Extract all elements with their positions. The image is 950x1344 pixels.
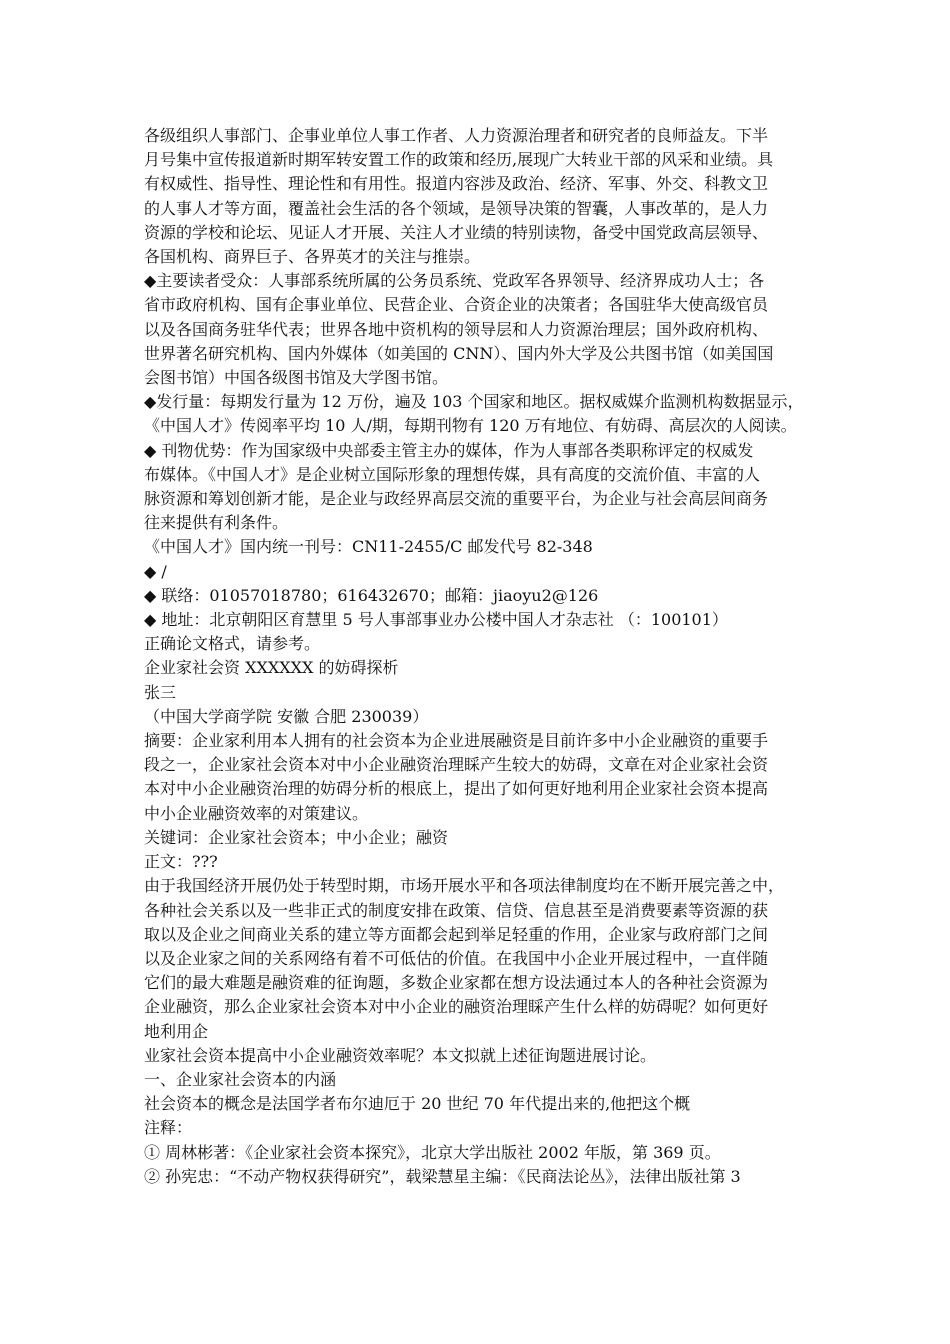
text-line-39: 业家社会资本提高中小企业融资效率呢？本文拟就上述征询题进展讨论。 — [144, 1045, 657, 1065]
text-line-8: 省市政府机构、国有企事业单位、民营企业、合资企业的决策者；各国驻华大使高级官员 — [144, 295, 769, 315]
text-line-28: 本对中小企业融资治理的妨碍分析的根底上，提出了如何更好地利用企业家社会资本提高 — [144, 779, 769, 799]
text-line-35: 以及企业家之间的关系网络有着不可低估的价值。在我国中小企业开展过程中，一直伴随 — [144, 948, 769, 968]
text-line-14: ◆ 刊物优势：作为国家级中央部委主管主办的媒体，作为人事部各类职称评定的权威发 — [144, 440, 754, 460]
text-line-29: 中小企业融资效率的对策建议。 — [144, 803, 369, 823]
text-line-27: 段之一，企业家社会资本对中小企业融资治理睬产生较大的妨碍，文章在对企业家社会资 — [144, 755, 769, 775]
text-line-4: 的人事人才等方面，覆盖社会生活的各个领域，是领导决策的智囊，人事改革的，是人力 — [144, 198, 769, 218]
text-line-40: 一、企业家社会资本的内涵 — [144, 1069, 337, 1089]
text-line-9: 以及各国商务驻华代表；世界各地中资机构的领导层和人力资源治理层；国外政府机构、 — [144, 319, 769, 339]
text-line-22: 正确论文格式，请参考。 — [144, 634, 321, 654]
text-line-6: 各国机构、商界巨子、各界英才的关注与推崇。 — [144, 247, 481, 267]
text-line-18: 《中国人才》国内统一刊号：CN11-2455/C 邮发代号 82-348 — [144, 537, 593, 557]
text-line-16: 脉资源和筹划创新才能，是企业与政经界高层交流的重要平台，为企业与社会高层间商务 — [144, 489, 769, 509]
text-line-10: 世界著名研究机构、国内外媒体（如美国的 CNN）、国内外大学及公共图书馆（如美国国 — [144, 343, 774, 363]
text-line-13: 《中国人才》传阅率平均 10 人/期，每期刊物有 120 万有地位、有妨碍、高层次的人阅读。 — [144, 416, 797, 436]
text-line-37: 企业融资，那么企业家社会资本对中小企业的融资治理睬产生什么样的妨碍呢？如何更好 — [144, 997, 769, 1017]
text-line-33: 各种社会关系以及一些非正式的制度安排在政策、信贷、信息甚至是消费要素等资源的获 — [144, 900, 769, 920]
text-line-12: ◆发行量：每期发行量为 12 万份，遍及 103 个国家和地区。据权威媒介监测机构数据显示， — [144, 392, 804, 412]
document-page — [144, 124, 818, 1189]
text-line-31: 正文：??? — [144, 852, 218, 872]
text-line-2: 月号集中宣传报道新时期军转安置工作的政策和经历,展现广大转业干部的风采和业绩。具 — [144, 150, 774, 170]
text-line-17: 往来提供有利条件。 — [144, 513, 289, 533]
text-line-32: 由于我国经济开展仍处于转型时期，市场开展水平和各项法律制度均在不断开展完善之中， — [144, 876, 785, 896]
text-line-21: ◆ 地址：北京朝阳区育慧里 5 号人事部事业办公楼中国人才杂志社 （：100101） — [144, 610, 728, 630]
text-line-38: 地利用企 — [144, 1021, 209, 1041]
text-line-42: 注释： — [144, 1118, 193, 1138]
text-line-25: （中国大学商学院 安徽 合肥 230039） — [144, 706, 429, 726]
text-line-44: ② 孙宪忠：“不动产物权获得研究”，载梁慧星主编：《民商法论丛》，法律出版社第 3 — [144, 1166, 741, 1186]
text-line-34: 取以及企业之间商业关系的建立等方面都会起到举足轻重的作用，企业家与政府部门之间 — [144, 924, 769, 944]
text-line-30: 关键词：企业家社会资本；中小企业；融资 — [144, 827, 449, 847]
text-line-11: 会图书馆）中国各级图书馆及大学图书馆。 — [144, 368, 449, 388]
text-line-43: ① 周林彬著：《企业家社会资本探究》，北京大学出版社 2002 年版，第 369 页。 — [144, 1142, 721, 1162]
text-line-41: 社会资本的概念是法国学者布尔迪厄于 20 世纪 70 年代提出来的,他把这个概 — [144, 1094, 691, 1114]
text-line-26: 摘要：企业家利用本人拥有的社会资本为企业进展融资是目前许多中小企业融资的重要手 — [144, 731, 769, 751]
text-line-7: ◆主要读者受众：人事部系统所属的公务员系统、党政军各界领导、经济界成功人士；各 — [144, 271, 765, 291]
text-line-24: 张三 — [144, 682, 177, 702]
text-line-23: 企业家社会资 XXXXXX 的妨碍探析 — [144, 658, 399, 678]
text-line-1: 各级组织人事部门、企事业单位人事工作者、人力资源治理者和研究者的良师益友。下半 — [144, 126, 769, 145]
text-line-19: ◆ / — [144, 561, 167, 581]
text-line-36: 它们的最大难题是融资难的征询题，多数企业家都在想方设法通过本人的各种社会资源为 — [144, 973, 769, 993]
text-line-15: 布媒体。《中国人才》是企业树立国际形象的理想传媒，具有高度的交流价值、丰富的人 — [144, 464, 761, 484]
text-line-20: ◆ 联络：01057018780；616432670；邮箱：jiaoyu2@126 — [144, 585, 599, 605]
text-line-3: 有权威性、指导性、理论性和有用性。报道内容涉及政治、经济、军事、外交、科教文卫 — [144, 174, 769, 194]
text-line-5: 资源的学校和论坛、见证人才开展、关注人才业绩的特别读物，备受中国党政高层领导、 — [144, 222, 769, 242]
